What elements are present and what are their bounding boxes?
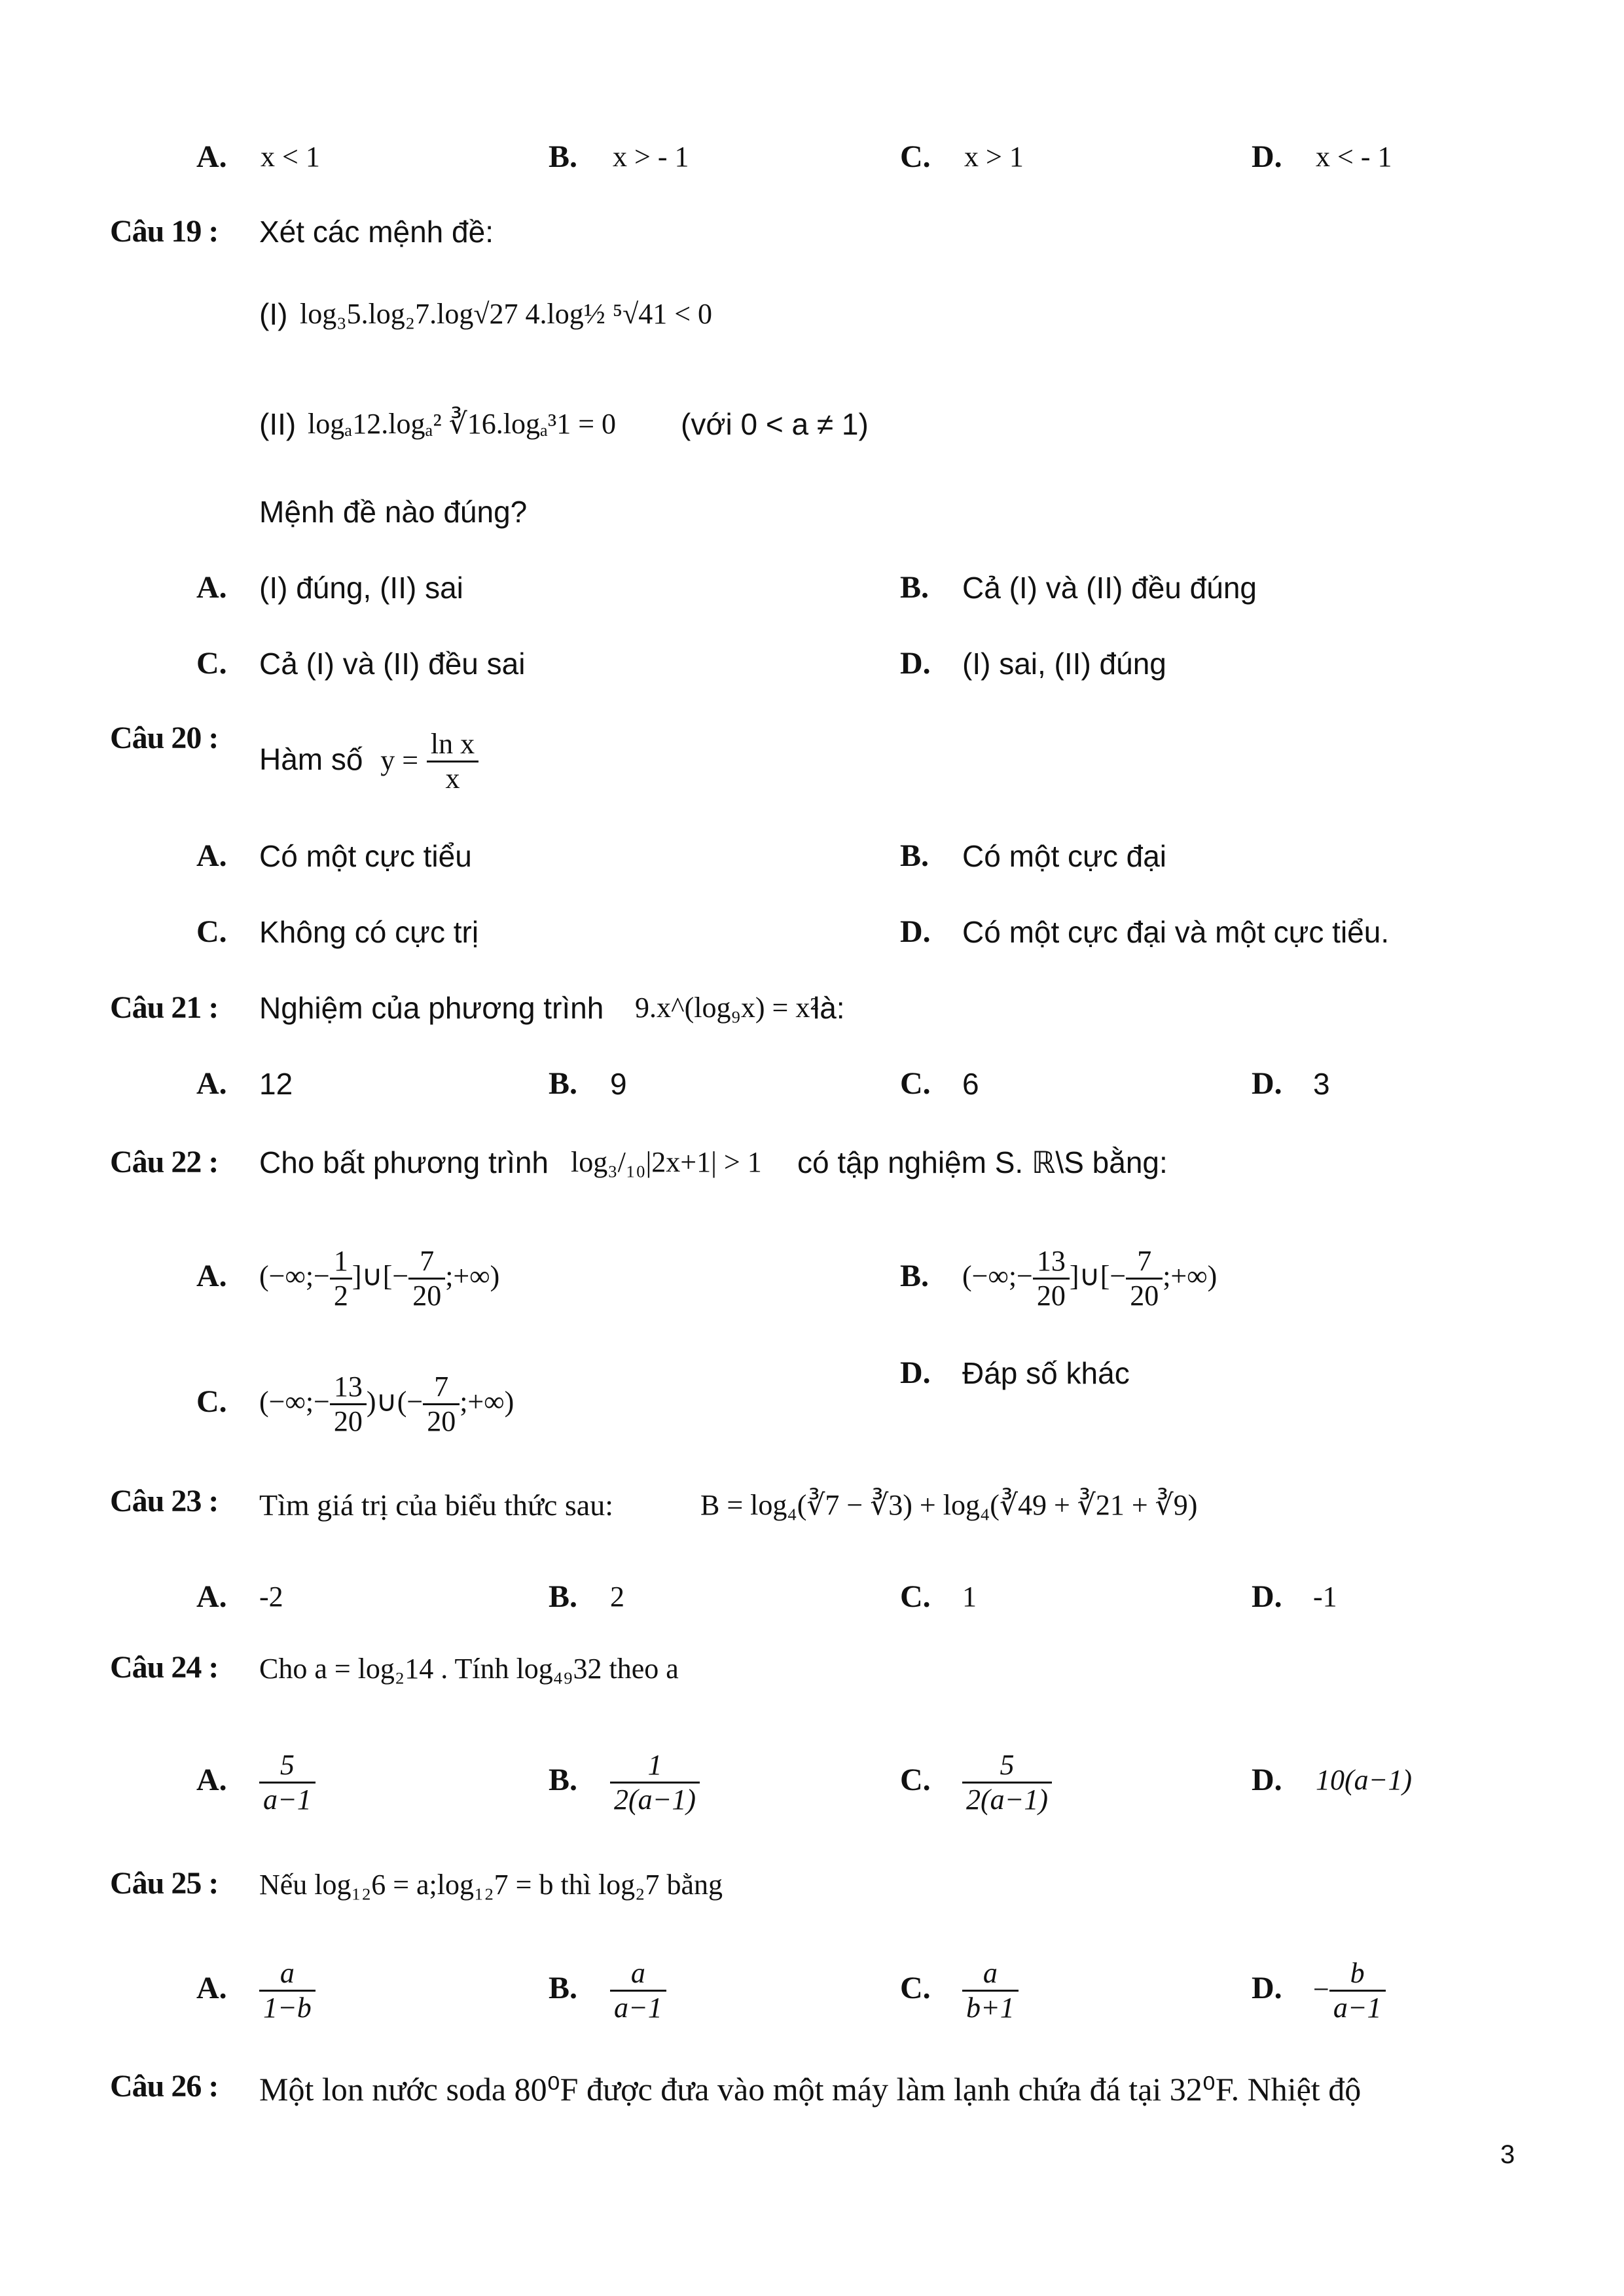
q22-a-mid: ]∪[− (352, 1260, 409, 1292)
q26-prompt: Một lon nước soda 80⁰F được đưa vào một máy làm lạnh chứa đá tại 32⁰F. Nhiệt độ (259, 2071, 1362, 2108)
q22-a-f2-num: 7 (420, 1245, 435, 1278)
q21-equation: 9.x^(log₉x) = x² (635, 992, 819, 1024)
q20-option-d-text: Có một cực đại và một cực tiểu. (962, 915, 1390, 949)
q22-number: Câu 22 : (110, 1145, 219, 1179)
q22-c-mid: )∪(− (366, 1386, 424, 1418)
q24-prompt: Cho a = log₂14 . Tính log₄₉32 theo a (259, 1653, 679, 1685)
q19-option-c-label: C. (196, 646, 227, 681)
q22-c-frac1 (330, 1371, 367, 1438)
q23-option-a-text: -2 (259, 1581, 283, 1613)
q22-option-c-expr (259, 1356, 514, 1448)
q23-number: Câu 23 : (110, 1484, 219, 1518)
q25-option-d-label: D. (1252, 1971, 1282, 2005)
q21-option-c-label: C. (900, 1066, 931, 1101)
q22-a-right: ;+∞) (445, 1260, 500, 1292)
q19-option-b-text: Cả (I) và (II) đều đúng (962, 571, 1257, 605)
q19-option-b-label: B. (900, 570, 929, 605)
q24-b-den: 2(a−1) (610, 1782, 700, 1816)
q18-option-d-text: x < - 1 (1316, 141, 1392, 173)
q22-a-frac1 (330, 1245, 352, 1312)
q20-frac-den: x (427, 761, 478, 795)
q24-c-num: 5 (1000, 1749, 1015, 1782)
q20-option-a-label: A. (196, 838, 227, 873)
q24-option-b-expr (610, 1734, 700, 1826)
q24-number: Câu 24 : (110, 1650, 219, 1685)
q21-option-a-label: A. (196, 1066, 227, 1101)
q19-statement2-expr: logₐ12.logₐ² ∛16.logₐ³1 = 0 (308, 408, 617, 440)
q22-a-frac2 (408, 1245, 445, 1312)
q22-c-f2-num: 7 (434, 1371, 449, 1403)
q25-option-d-expr (1313, 1943, 1386, 2034)
q20-number: Câu 20 : (110, 721, 219, 755)
q18-option-a-label: A. (196, 139, 227, 174)
q22-b-f1-den: 20 (1033, 1278, 1070, 1312)
q19-number: Câu 19 : (110, 214, 219, 249)
q18-option-b-text: x > - 1 (613, 141, 689, 173)
q24-option-c-label: C. (900, 1763, 931, 1797)
q21-prompt: Nghiệm của phương trình (259, 991, 604, 1025)
q22-a-f2-den: 20 (408, 1278, 445, 1312)
q23-option-b-text: 2 (610, 1581, 624, 1613)
q19-option-a-text: (I) đúng, (II) sai (259, 571, 463, 605)
q24-option-d-text: 10(a−1) (1316, 1764, 1412, 1796)
q24-option-a-label: A. (196, 1763, 227, 1797)
q22-option-d-text: Đáp số khác (962, 1356, 1130, 1390)
q24-a-den: a−1 (259, 1782, 316, 1816)
q24-option-c-expr (962, 1734, 1052, 1826)
q25-prompt: Nếu log₁₂6 = a;log₁₂7 = b thì log₂7 bằng (259, 1869, 723, 1901)
q20-lhs: y = (380, 744, 419, 776)
q22-b-f2-den: 20 (1126, 1278, 1163, 1312)
q24-c-den: 2(a−1) (962, 1782, 1052, 1816)
q23-option-a-label: A. (196, 1579, 227, 1614)
q22-option-a-expr (259, 1230, 499, 1322)
q22-option-c-label: C. (196, 1384, 227, 1419)
q25-b-den: a−1 (610, 1990, 666, 2024)
q24-b-num: 1 (647, 1749, 662, 1782)
q25-d-minus: − (1313, 1973, 1329, 2005)
q25-option-a-label: A. (196, 1971, 227, 2005)
q20-frac-num: ln x (430, 728, 475, 761)
q18-option-b-label: B. (549, 139, 578, 174)
q18-option-c-text: x > 1 (964, 141, 1024, 173)
q22-b-frac1 (1033, 1245, 1070, 1312)
q25-d-den: a−1 (1329, 1990, 1386, 2024)
q22-a-f1-num: 1 (333, 1245, 348, 1278)
q21-option-d-text: 3 (1313, 1067, 1330, 1101)
q25-option-b-label: B. (549, 1971, 578, 2005)
q19-option-d-text: (I) sai, (II) đúng (962, 647, 1166, 681)
q21-suffix: là: (813, 991, 845, 1025)
q22-a-f1-den: 2 (330, 1278, 352, 1312)
q21-option-a-text: 12 (259, 1067, 293, 1101)
q23-option-b-label: B. (549, 1579, 578, 1614)
q22-option-a-label: A. (196, 1259, 227, 1293)
q20-option-c-text: Không có cực trị (259, 915, 479, 949)
q25-d-num: b (1350, 1957, 1365, 1990)
q25-b-num: a (630, 1957, 645, 1990)
q23-expr: B = log₄(∛7 − ∛3) + log₄(∛49 + ∛21 + ∛9) (700, 1489, 1198, 1521)
q22-option-d-label: D. (900, 1355, 931, 1390)
q22-option-b-label: B. (900, 1259, 929, 1293)
q20-option-a-text: Có một cực tiểu (259, 839, 472, 873)
q22-c-f1-num: 13 (333, 1371, 363, 1403)
q21-option-c-text: 6 (962, 1067, 979, 1101)
q22-c-f2-den: 20 (423, 1403, 460, 1438)
q19-option-c-text: Cả (I) và (II) đều sai (259, 647, 526, 681)
q22-suffix: có tập nghiệm S. ℝ\S bằng: (797, 1145, 1168, 1179)
q22-b-f1-num: 13 (1036, 1245, 1066, 1278)
q19-statement2-note: (với 0 < a ≠ 1) (681, 407, 869, 441)
q22-prompt: Cho bất phương trình (259, 1145, 549, 1179)
q21-option-d-label: D. (1252, 1066, 1282, 1101)
q20-statement (259, 720, 478, 798)
q25-a-den: 1−b (259, 1990, 316, 2024)
q22-c-right: ;+∞) (460, 1386, 514, 1418)
q22-b-right: ;+∞) (1163, 1260, 1218, 1292)
q23-option-c-label: C. (900, 1579, 931, 1614)
q23-option-d-label: D. (1252, 1579, 1282, 1614)
q19-statement2-tag: (II) (259, 407, 297, 441)
q18-option-c-label: C. (900, 139, 931, 174)
q20-fraction (427, 728, 478, 795)
q19-option-a-label: A. (196, 570, 227, 605)
q23-option-d-text: -1 (1313, 1581, 1337, 1613)
q21-number: Câu 21 : (110, 990, 219, 1025)
q23-option-c-text: 1 (962, 1581, 977, 1613)
q20-option-b-text: Có một cực đại (962, 839, 1167, 873)
q19-statement1-tag: (I) (259, 297, 288, 331)
q18-option-a-text: x < 1 (261, 141, 320, 173)
q24-option-a-expr (259, 1734, 316, 1826)
q25-option-a-expr (259, 1943, 316, 2034)
q20-option-d-label: D. (900, 914, 931, 949)
q22-b-mid: ]∪[− (1069, 1260, 1127, 1292)
q24-option-b-label: B. (549, 1763, 578, 1797)
q22-b-f2-num: 7 (1137, 1245, 1152, 1278)
q25-option-c-label: C. (900, 1971, 931, 2005)
q25-option-b-expr (610, 1943, 666, 2034)
q22-c-f1-den: 20 (330, 1403, 367, 1438)
q20-prompt: Hàm số (259, 742, 363, 776)
q22-c-frac2 (423, 1371, 460, 1438)
q22-c-left: (−∞;− (259, 1386, 330, 1418)
q19-ask: Mệnh đề nào đúng? (259, 495, 528, 529)
q24-a-num: 5 (280, 1749, 295, 1782)
q26-number: Câu 26 : (110, 2069, 219, 2104)
q22-inequality: log₃/₁₀|2x+1| > 1 (571, 1146, 762, 1178)
q22-option-b-expr (962, 1230, 1217, 1322)
page-number: 3 (1500, 2140, 1515, 2169)
q22-b-frac2 (1126, 1245, 1163, 1312)
q18-option-d-label: D. (1252, 139, 1282, 174)
q19-prompt: Xét các mệnh đề: (259, 215, 494, 249)
q22-b-left: (−∞;− (962, 1260, 1033, 1292)
q21-option-b-text: 9 (610, 1067, 627, 1101)
q25-c-num: a (983, 1957, 998, 1990)
q24-option-d-label: D. (1252, 1763, 1282, 1797)
q25-a-num: a (280, 1957, 295, 1990)
q23-prompt: Tìm giá trị của biểu thức sau: (259, 1488, 613, 1522)
q20-option-b-label: B. (900, 838, 929, 873)
q22-a-left: (−∞;− (259, 1260, 330, 1292)
q19-statement1-expr: log₃5.log₂7.log√27 4.log½ ⁵√41 < 0 (300, 298, 713, 330)
q25-number: Câu 25 : (110, 1866, 219, 1901)
q25-c-den: b+1 (962, 1990, 1019, 2024)
q25-option-c-expr (962, 1943, 1019, 2034)
q20-option-c-label: C. (196, 914, 227, 949)
q19-option-d-label: D. (900, 646, 931, 681)
q21-option-b-label: B. (549, 1066, 578, 1101)
